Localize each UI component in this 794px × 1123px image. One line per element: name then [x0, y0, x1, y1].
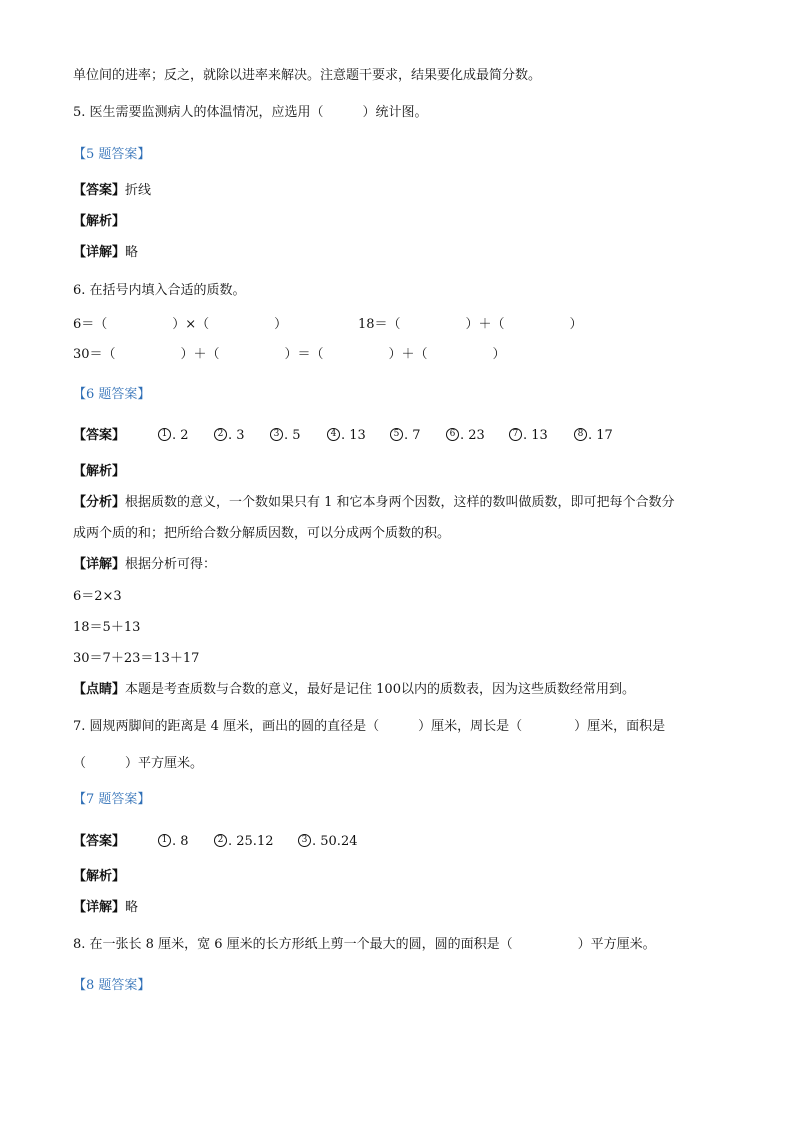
answer-option — [446, 427, 485, 445]
circled-number: 3 — [298, 834, 311, 847]
dianjing-text: 本题是考查质数与合数的意义，最好是记住 100以内的质数表，因为这些质数经常用到。 — [125, 682, 635, 697]
detail-label: 【详解】 — [73, 900, 126, 915]
circled-number: 4 — [327, 428, 340, 441]
answer-heading-8: 【8 题答案】 — [73, 978, 151, 993]
option-value: . 13 — [341, 428, 366, 443]
circled-number: 1 — [158, 428, 171, 441]
intro-text: 单位间的进率；反之，就除以进率来解决。注意题干要求，结果要化成最简分数。 — [73, 68, 542, 83]
solution-eq-3: 30＝7＋23＝13＋17 — [73, 651, 200, 666]
analysis-label-6: 【解析】 — [73, 464, 126, 479]
circled-number: 2 — [214, 834, 227, 847]
question-7-line-2: （ ）平方厘米。 — [73, 756, 204, 771]
detail-label: 【详解】 — [73, 557, 126, 572]
analysis-label-7: 【解析】 — [73, 869, 126, 884]
option-value: . 25.12 — [228, 834, 274, 849]
answer-label-7: 【答案】 — [73, 834, 126, 849]
answer-option — [390, 427, 421, 445]
circled-number: 2 — [214, 428, 227, 441]
circled-number: 6 — [446, 428, 459, 441]
option-value: . 17 — [588, 428, 613, 443]
answer-label-6: 【答案】 — [73, 428, 126, 443]
answer-option — [574, 427, 613, 445]
answer-heading-7: 【7 题答案】 — [73, 792, 151, 807]
answer-value: 折线 — [125, 183, 152, 198]
answer-heading-6: 【6 题答案】 — [73, 387, 151, 402]
option-value: . 13 — [523, 428, 548, 443]
answer-label: 【答案】 — [73, 183, 126, 198]
answer-option — [214, 833, 273, 851]
option-value: . 3 — [228, 428, 245, 443]
dianjing-label: 【点睛】 — [73, 682, 126, 697]
circled-number: 8 — [574, 428, 587, 441]
equation-18: 18＝（ ）＋（ ） — [358, 317, 583, 332]
answer-option — [509, 427, 548, 445]
fenxi-label: 【分析】 — [73, 495, 126, 510]
option-value: . 5 — [284, 428, 301, 443]
question-5: 5. 医生需要监测病人的体温情况，应选用（ ）统计图。 — [73, 105, 428, 120]
answer-option — [158, 427, 189, 445]
solution-eq-1: 6＝2×3 — [73, 589, 122, 604]
fenxi-text-1: 根据质数的意义，一个数如果只有 1 和它本身两个因数，这样的数叫做质数，即可把每个合数分 — [125, 495, 675, 510]
answer-option — [298, 833, 357, 851]
answer-option — [158, 833, 189, 851]
equation-6: 6＝（ ）×（ ） — [73, 317, 288, 332]
answer-option — [327, 427, 366, 445]
answer-option — [214, 427, 245, 445]
question-8: 8. 在一张长 8 厘米，宽 6 厘米的长方形纸上剪一个最大的圆，圆的面积是（ ）平方厘米。 — [73, 937, 656, 952]
equation-30: 30＝（ ）＋（ ）＝（ ）＋（ ） — [73, 347, 506, 362]
option-value: . 8 — [172, 834, 189, 849]
option-value: . 50.24 — [312, 834, 358, 849]
detail-7 — [73, 899, 138, 917]
fenxi-6 — [73, 494, 675, 512]
analysis-label-5: 【解析】 — [73, 214, 126, 229]
detail-6 — [73, 556, 216, 574]
question-7-line-1: 7. 圆规两脚间的距离是 4 厘米，画出的圆的直径是（ ）厘米，周长是（ ）厘米，面积是 — [73, 719, 666, 734]
detail-value: 根据分析可得： — [125, 557, 217, 572]
fenxi-text-2: 成两个质的和；把所给合数分解质因数，可以分成两个质数的积。 — [73, 526, 451, 541]
option-value: . 7 — [404, 428, 421, 443]
solution-eq-2: 18＝5＋13 — [73, 620, 141, 635]
option-value: . 23 — [460, 428, 485, 443]
detail-value: 略 — [125, 900, 139, 915]
circled-number: 3 — [270, 428, 283, 441]
question-6: 6. 在括号内填入合适的质数。 — [73, 283, 246, 298]
detail-value: 略 — [125, 245, 139, 260]
circled-number: 1 — [158, 834, 171, 847]
circled-number: 7 — [509, 428, 522, 441]
detail-label: 【详解】 — [73, 245, 126, 260]
option-value: . 2 — [172, 428, 189, 443]
circled-number: 5 — [390, 428, 403, 441]
answer-5 — [73, 182, 151, 200]
detail-5 — [73, 244, 138, 262]
answer-option — [270, 427, 301, 445]
dianjing-6 — [73, 681, 635, 699]
answer-heading-5: 【5 题答案】 — [73, 147, 151, 162]
